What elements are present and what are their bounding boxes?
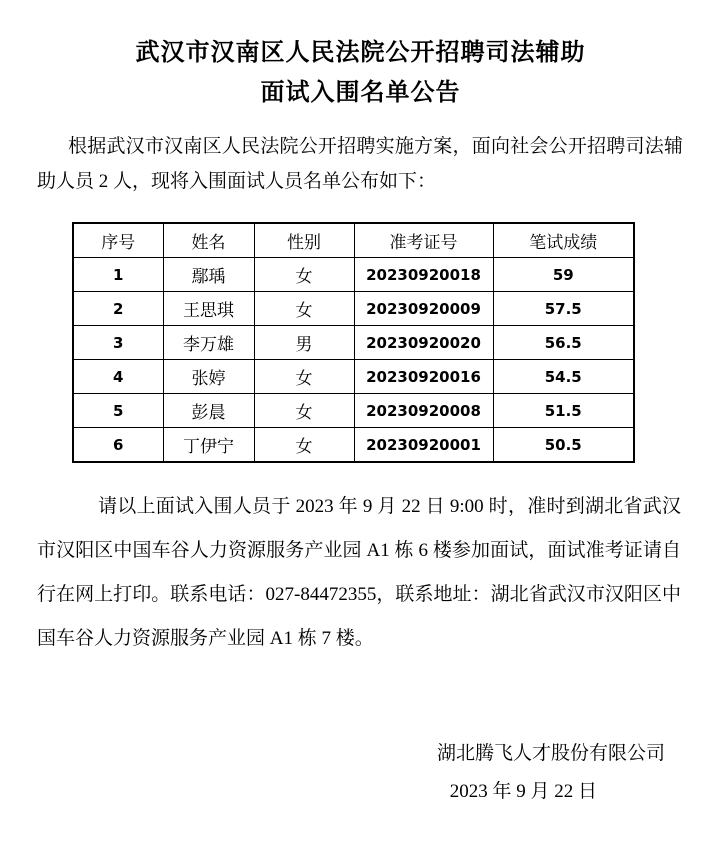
cell-no: 6 xyxy=(73,428,163,463)
table-row xyxy=(73,428,634,463)
cell-ticket: 20230920018 xyxy=(354,258,493,292)
table-row xyxy=(73,292,634,326)
header-ticket: 准考证号 xyxy=(354,223,493,258)
cell-ticket: 20230920020 xyxy=(354,326,493,360)
signature-date: 2023 年 9 月 22 日 xyxy=(449,781,597,802)
table-row xyxy=(73,326,634,360)
cell-name: 李万雄 xyxy=(163,326,254,360)
cell-gender: 女 xyxy=(254,360,354,394)
table-row xyxy=(73,360,634,394)
table-row xyxy=(73,394,634,428)
cell-name: 丁伊宁 xyxy=(163,428,254,463)
cell-name: 彭晨 xyxy=(163,394,254,428)
title-line-2: 面试入围名单公告 xyxy=(260,80,461,106)
cell-no: 1 xyxy=(73,258,163,292)
cell-name: 鄢瑀 xyxy=(163,258,254,292)
header-name: 姓名 xyxy=(163,223,254,258)
cell-gender: 女 xyxy=(254,292,354,326)
cell-gender: 女 xyxy=(254,428,354,463)
cell-score: 57.5 xyxy=(493,292,634,326)
table-header-row xyxy=(73,223,634,258)
notice-paragraph: 请以上面试入围人员于 2023 年 9 月 22 日 9:00 时，准时到湖北省武汉市汉阳区中国车谷人力资源服务产业园 A1 栋 6 楼参加面试，面试准考证请自行在网上打印。联系电话：027-84472355，联系地址：湖北省武汉市汉阳区中国车谷人力资源服务产业园 A1 栋 7 楼。 xyxy=(37,496,681,649)
title-line-1: 武汉市汉南区人民法院公开招聘司法辅助 xyxy=(135,40,586,66)
cell-name: 王思琪 xyxy=(163,292,254,326)
header-gender: 性别 xyxy=(254,223,354,258)
intro-paragraph: 根据武汉市汉南区人民法院公开招聘实施方案，面向社会公开招聘司法辅助人员 2 人，现将入围面试人员名单公布如下： xyxy=(37,136,683,192)
table-row xyxy=(73,258,634,292)
cell-ticket: 20230920009 xyxy=(354,292,493,326)
cell-name: 张婷 xyxy=(163,360,254,394)
cell-ticket: 20230920016 xyxy=(354,360,493,394)
cell-no: 2 xyxy=(73,292,163,326)
cell-gender: 女 xyxy=(254,258,354,292)
cell-gender: 男 xyxy=(254,326,354,360)
cell-score: 56.5 xyxy=(493,326,634,360)
cell-score: 50.5 xyxy=(493,428,634,463)
cell-ticket: 20230920001 xyxy=(354,428,493,463)
cell-score: 51.5 xyxy=(493,394,634,428)
cell-no: 5 xyxy=(73,394,163,428)
cell-score: 59 xyxy=(493,258,634,292)
cell-ticket: 20230920008 xyxy=(354,394,493,428)
cell-no: 3 xyxy=(73,326,163,360)
shortlist-table xyxy=(72,222,635,463)
cell-score: 54.5 xyxy=(493,360,634,394)
cell-gender: 女 xyxy=(254,394,354,428)
header-score: 笔试成绩 xyxy=(493,223,634,258)
document-title xyxy=(0,33,721,113)
header-no: 序号 xyxy=(73,223,163,258)
cell-no: 4 xyxy=(73,360,163,394)
signature-company: 湖北腾飞人才股份有限公司 xyxy=(436,743,665,764)
